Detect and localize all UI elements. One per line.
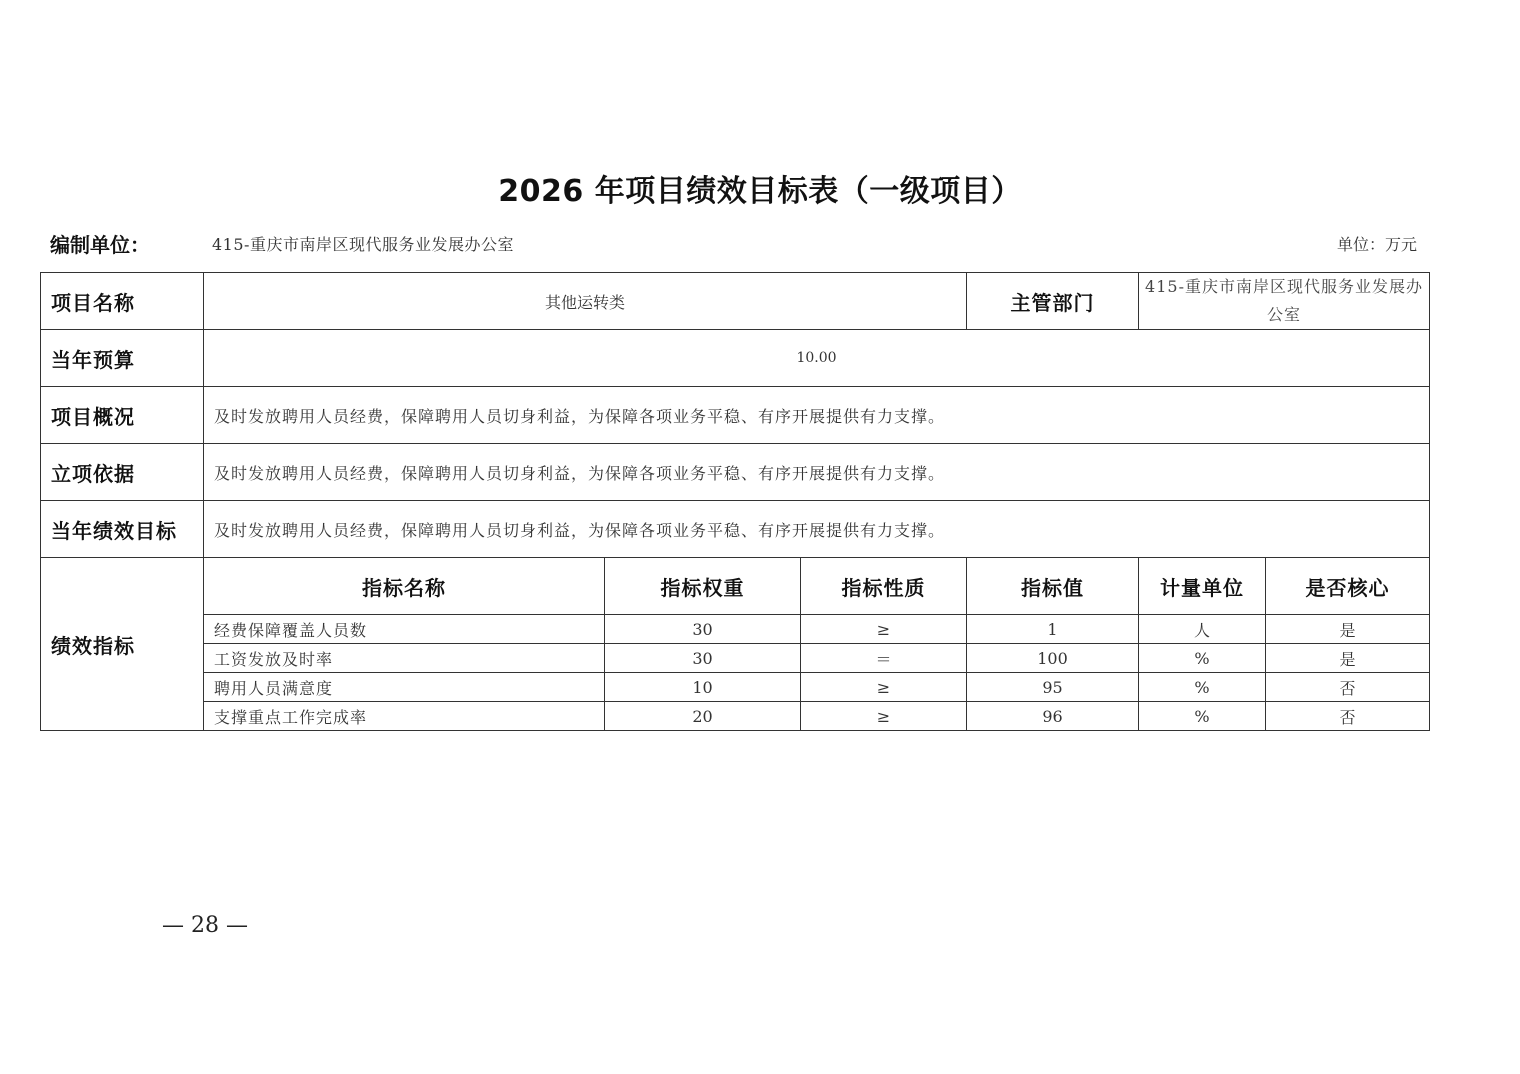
basis-value: 及时发放聘用人员经费，保障聘用人员切身利益，为保障各项业务平稳、有序开展提供有力支撑。 <box>204 444 1430 501</box>
row-goal <box>41 501 1430 558</box>
budget-value: 10.00 <box>204 330 1430 387</box>
project-name-label: 项目名称 <box>41 273 204 330</box>
indicator-weight: 30 <box>605 644 801 673</box>
goal-value: 及时发放聘用人员经费，保障聘用人员切身利益，为保障各项业务平稳、有序开展提供有力支撑。 <box>204 501 1430 558</box>
row-basis <box>41 444 1430 501</box>
table-row <box>41 702 1430 731</box>
unit-org-value: 415-重庆市南岸区现代服务业发展办公室 <box>212 235 514 254</box>
indicator-value: 96 <box>967 702 1139 731</box>
indicators-label: 绩效指标 <box>41 558 204 731</box>
project-name-value: 其他运转类 <box>204 273 967 330</box>
indicator-weight: 10 <box>605 673 801 702</box>
indicator-unit: % <box>1139 673 1266 702</box>
dept-label: 主管部门 <box>967 273 1139 330</box>
indicator-weight: 20 <box>605 702 801 731</box>
unit-org-label: 编制单位： <box>50 233 150 257</box>
indicator-nature: ≥ <box>801 702 967 731</box>
indicator-nature: ≥ <box>801 615 967 644</box>
row-indicator-headers <box>41 558 1430 615</box>
table-row <box>41 615 1430 644</box>
header-indicator-unit: 计量单位 <box>1139 558 1266 615</box>
indicator-name: 聘用人员满意度 <box>204 673 605 702</box>
indicator-core: 是 <box>1266 644 1430 673</box>
indicator-name: 支撑重点工作完成率 <box>204 702 605 731</box>
indicator-name: 经费保障覆盖人员数 <box>204 615 605 644</box>
header-indicator-value: 指标值 <box>967 558 1139 615</box>
indicator-unit: % <box>1139 644 1266 673</box>
indicator-weight: 30 <box>605 615 801 644</box>
budget-label: 当年预算 <box>41 330 204 387</box>
header-indicator-core: 是否核心 <box>1266 558 1430 615</box>
indicator-nature: ≥ <box>801 673 967 702</box>
table-row <box>41 673 1430 702</box>
indicator-name: 工资发放及时率 <box>204 644 605 673</box>
indicator-core: 是 <box>1266 615 1430 644</box>
goal-label: 当年绩效目标 <box>41 501 204 558</box>
header-indicator-nature: 指标性质 <box>801 558 967 615</box>
row-project-name <box>41 273 1430 330</box>
performance-table <box>40 272 1430 731</box>
indicator-value: 95 <box>967 673 1139 702</box>
indicator-core: 否 <box>1266 702 1430 731</box>
indicator-value: 1 <box>967 615 1139 644</box>
overview-value: 及时发放聘用人员经费，保障聘用人员切身利益，为保障各项业务平稳、有序开展提供有力支撑。 <box>204 387 1430 444</box>
header-indicator-weight: 指标权重 <box>605 558 801 615</box>
overview-label: 项目概况 <box>41 387 204 444</box>
page-title: 2026 年项目绩效目标表（一级项目） <box>498 174 1022 209</box>
indicator-unit: 人 <box>1139 615 1266 644</box>
indicator-core: 否 <box>1266 673 1430 702</box>
header-indicator-name: 指标名称 <box>204 558 605 615</box>
row-budget <box>41 330 1430 387</box>
indicator-nature: ＝ <box>801 644 967 673</box>
dept-value: 415-重庆市南岸区现代服务业发展办公室 <box>1139 273 1430 330</box>
table-row <box>41 644 1430 673</box>
basis-label: 立项依据 <box>41 444 204 501</box>
indicator-unit: % <box>1139 702 1266 731</box>
currency-unit: 单位：万元 <box>1336 235 1417 254</box>
row-overview <box>41 387 1430 444</box>
page-number: — 28 — <box>162 913 248 938</box>
indicator-value: 100 <box>967 644 1139 673</box>
